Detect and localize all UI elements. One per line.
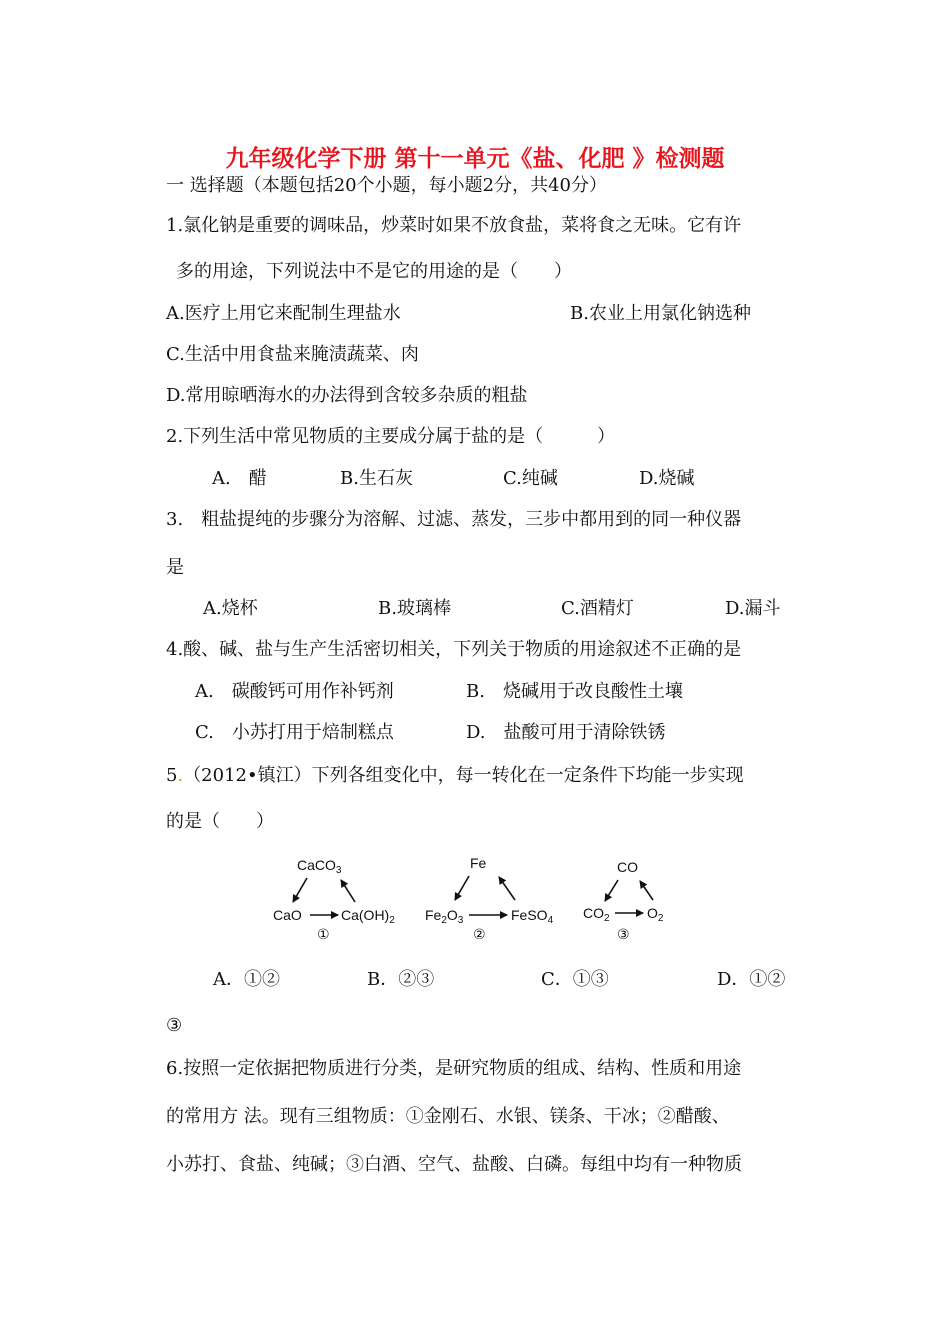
d3-label: ③ xyxy=(617,926,630,942)
q1-option-c: C.生活中用食盐来腌渍蔬菜、肉 xyxy=(166,344,419,365)
diagram-2 xyxy=(425,855,554,942)
q5-stem-line1 xyxy=(166,764,744,788)
q5-option-b: B．②③ xyxy=(367,969,435,990)
q2-option-c: C.纯碱 xyxy=(503,468,558,489)
d1-right-formula: $Ca(OH)_2$ xyxy=(341,907,395,926)
q4-option-b: B. 烧碱用于改良酸性土壤 xyxy=(466,681,683,702)
q2-option-b: B.生石灰 xyxy=(340,468,413,489)
d3-arrow-right-top xyxy=(640,881,653,900)
q6-stem-line1: 6.按照一定依据把物质进行分类，是研究物质的组成、结构、性质和用途 xyxy=(166,1058,742,1079)
section-heading: 一 选择题（本题包括20个小题，每小题2分，共40分） xyxy=(166,175,607,196)
q6-stem-line3: 小苏打、食盐、纯碱；③白酒、空气、盐酸、白磷。每组中均有一种物质 xyxy=(166,1154,742,1175)
q1-option-a: A.医疗上用它来配制生理盐水 xyxy=(166,303,401,324)
d1-arrow-right-top xyxy=(341,880,355,902)
q2-option-a: A. 醋 xyxy=(212,468,267,489)
q1-option-d: D.常用晾晒海水的办法得到含较多杂质的粗盐 xyxy=(166,385,528,406)
d3-left-formula: $CO_2$ xyxy=(583,905,610,924)
d1-left-formula: CaO xyxy=(273,907,302,923)
q3-option-b: B.玻璃棒 xyxy=(378,598,451,619)
q1-option-b: B.农业上用氯化钠选种 xyxy=(570,303,751,324)
diagram-1 xyxy=(273,857,395,942)
q5-option-a: A．①② xyxy=(213,969,280,990)
q5-number: 5 xyxy=(166,765,178,786)
d2-arrow-top-left xyxy=(455,876,469,900)
q4-option-c: C. 小苏打用于焙制糕点 xyxy=(195,722,394,743)
q3-stem-line1: 3. 粗盐提纯的步骤分为溶解、过滤、蒸发，三步中都用到的同一种仪器 xyxy=(166,509,742,530)
q4-option-a: A. 碳酸钙可用作补钙剂 xyxy=(195,681,394,702)
d3-right-formula: $O_2$ xyxy=(647,905,664,924)
q5-option-c: C．①③ xyxy=(541,969,609,990)
q3-stem-line2: 是 xyxy=(166,557,184,578)
page-title: 九年级化学下册 第十一单元《盐、化肥 》检测题 xyxy=(225,146,725,172)
q3-option-c: C.酒精灯 xyxy=(561,598,634,619)
d1-label: ① xyxy=(317,926,330,942)
d2-top-formula: Fe xyxy=(470,855,487,871)
q6-stem-line2: 的常用方 法。现有三组物质：①金刚石、水银、镁条、干冰；②醋酸、 xyxy=(166,1106,730,1127)
q1-stem-line2: 多的用途，下列说法中不是它的用途的是（ ） xyxy=(176,261,572,282)
q2-stem: 2.下列生活中常见物质的主要成分属于盐的是（ ） xyxy=(166,426,616,447)
d1-arrow-top-left xyxy=(293,878,307,902)
q5-stem-line2: 的是（ ） xyxy=(166,811,274,832)
d2-label: ② xyxy=(473,926,486,942)
q5-dot: . xyxy=(177,765,184,786)
q5-stem-text: （2012•镇江）下列各组变化中，每一转化在一定条件下均能一步实现 xyxy=(183,765,744,786)
q3-option-a: A.烧杯 xyxy=(203,598,258,619)
q2-option-d: D.烧碱 xyxy=(639,468,695,489)
diagram-3 xyxy=(583,859,664,942)
d3-top-formula: CO xyxy=(617,859,638,875)
d2-right-formula: FeSO$_4$ xyxy=(511,907,554,926)
q5-option-d: D．①② xyxy=(717,969,786,990)
q4-option-d: D. 盐酸可用于清除铁锈 xyxy=(466,722,666,743)
q5-conversion-diagrams xyxy=(265,850,685,945)
d1-top-formula: CaCO$_3$ xyxy=(297,857,342,876)
d2-left-formula: $Fe_2O_3$ xyxy=(425,907,464,926)
q4-stem: 4.酸、碱、盐与生产生活密切相关，下列关于物质的用途叙述不正确的是 xyxy=(166,639,742,660)
d3-arrow-top-left xyxy=(605,880,618,901)
q3-option-d: D.漏斗 xyxy=(725,598,781,619)
q5-option-d-continued: ③ xyxy=(166,1015,183,1036)
d2-arrow-right-top xyxy=(499,877,515,900)
q1-stem-line1: 1.氯化钠是重要的调味品，炒菜时如果不放食盐，菜将食之无味。它有许 xyxy=(166,215,742,236)
